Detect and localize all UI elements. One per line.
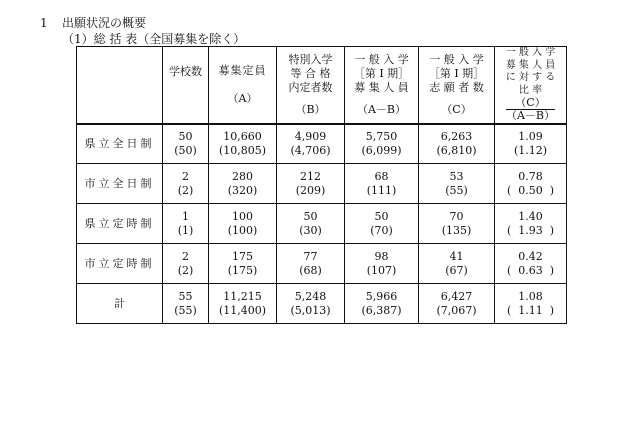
cell-quota: 5,966 (6,387) <box>345 284 419 324</box>
row-label: 市立定時制 <box>77 244 163 284</box>
header-applicants-line2: ［第 I 期］ <box>428 67 485 81</box>
table-row <box>77 124 567 164</box>
cell-schools: 2 (2) <box>163 164 209 204</box>
cell-capacity: 280 (320) <box>209 164 277 204</box>
header-applicants-line1: 一 般 入 学 <box>429 53 484 67</box>
header-capacity-label: 募集定員 <box>218 64 267 78</box>
header-row <box>77 47 567 124</box>
table-row <box>77 204 567 244</box>
row-label: 市立全日制 <box>77 164 163 204</box>
cell-schools: 50 (50) <box>163 124 209 164</box>
table-row <box>77 244 567 284</box>
cell-special: 50 (30) <box>277 204 345 244</box>
cell-capacity: 175 (175) <box>209 244 277 284</box>
header-capacity <box>209 47 277 124</box>
header-special-line3: 内定者数 <box>288 80 333 94</box>
header-ratio-line2: 募 集 人 員 <box>505 59 556 71</box>
cell-capacity: 10,660 (10,805) <box>209 124 277 164</box>
cell-special: 212 (209) <box>277 164 345 204</box>
cell-quota: 98 (107) <box>345 244 419 284</box>
header-ratio-line1: 一 般 入 学 <box>505 47 556 58</box>
header-quota-line2: ［第 I 期］ <box>353 67 410 81</box>
cell-applicants: 6,263 (6,810) <box>419 124 495 164</box>
ratio-denominator: （A－B） <box>505 109 556 123</box>
header-special-line2: 等 合 格 <box>290 67 331 81</box>
cell-applicants: 70 (135) <box>419 204 495 244</box>
cell-quota: 50 (70) <box>345 204 419 244</box>
cell-capacity: 11,215 (11,400) <box>209 284 277 324</box>
corner-cell <box>77 47 163 124</box>
header-ratio-line3: に 対 す る <box>505 72 556 83</box>
header-special-line1: 特別入学 <box>288 53 333 67</box>
cell-ratio: 1.08 ( 1.11 ) <box>495 284 567 324</box>
header-quota-line3: 募 集 人 員 <box>354 80 409 94</box>
ratio-numerator: （C） <box>506 97 555 110</box>
cell-capacity: 100 (100) <box>209 204 277 244</box>
cell-quota: 5,750 (6,099) <box>345 124 419 164</box>
cell-special: 5,248 (5,013) <box>277 284 345 324</box>
header-capacity-code: （A） <box>227 91 258 105</box>
header-ratio <box>495 47 567 124</box>
cell-quota: 68 (111) <box>345 164 419 204</box>
header-schools <box>163 47 209 124</box>
cell-applicants: 41 (67) <box>419 244 495 284</box>
header-quota-line1: 一 般 入 学 <box>354 53 409 67</box>
header-ratio-fraction <box>506 97 555 122</box>
total-row <box>77 284 567 324</box>
cell-schools: 1 (1) <box>163 204 209 244</box>
cell-ratio: 1.09 (1.12) <box>495 124 567 164</box>
header-applicants <box>419 47 495 124</box>
cell-special: 77 (68) <box>277 244 345 284</box>
cell-schools: 55 (55) <box>163 284 209 324</box>
row-label: 県立全日制 <box>77 124 163 164</box>
header-general-quota <box>345 47 419 124</box>
cell-ratio: 0.42 ( 0.63 ) <box>495 244 567 284</box>
table-title: （1）総 括 表（全国募集を除く） <box>62 32 246 46</box>
header-applicants-line3: 志 願 者 数 <box>429 80 484 94</box>
header-schools-label: 学校数 <box>169 65 202 79</box>
total-label: 計 <box>77 284 163 324</box>
cell-ratio: 1.40 ( 1.93 ) <box>495 204 567 244</box>
table-row <box>77 164 567 204</box>
cell-applicants: 53 (55) <box>419 164 495 204</box>
cell-ratio: 0.78 ( 0.50 ) <box>495 164 567 204</box>
cell-schools: 2 (2) <box>163 244 209 284</box>
row-label: 県立定時制 <box>77 204 163 244</box>
header-special <box>277 47 345 124</box>
section-title: 出願状況の概要 <box>62 16 147 30</box>
summary-table <box>76 46 567 324</box>
cell-applicants: 6,427 (7,067) <box>419 284 495 324</box>
header-applicants-code: （C） <box>441 102 472 116</box>
header-quota-code: （A－B） <box>356 102 407 116</box>
section-number: 1 <box>40 16 48 30</box>
header-special-code: （B） <box>295 102 326 116</box>
section-heading <box>40 14 146 31</box>
header-ratio-line4: 比 率 <box>518 84 543 96</box>
cell-special: 4,909 (4,706) <box>277 124 345 164</box>
